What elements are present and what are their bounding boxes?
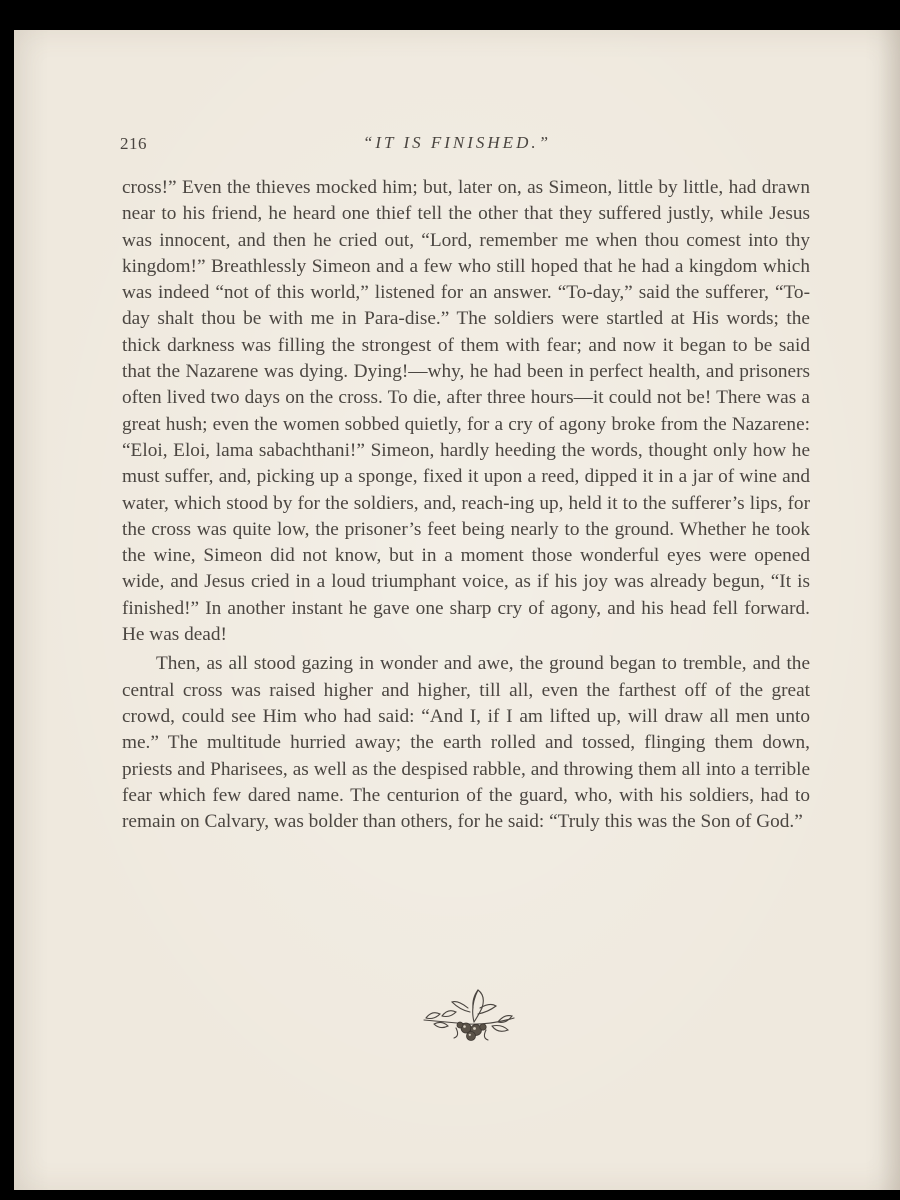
page-number: 216 — [120, 134, 147, 153]
floral-sprig-icon — [416, 978, 520, 1050]
page-edge-shadow — [878, 30, 900, 1190]
running-head: “IT IS FINISHED.” — [362, 133, 552, 152]
body-text — [122, 175, 810, 835]
paragraph-1: cross!” Even the thieves mocked him; but, later on, as Simeon, little by little, had drawn near to his friend, he heard one thief tell the other that they suffered justly, while Jesus was innocent, and then he cried out, “Lord, remember me when thou comest into thy kingdom!” Breathlessly Simeon and a few who still hoped that he had a kingdom which was indeed “not of this world,” listened for an answer. “To-day,” said the sufferer, “To-day shalt thou be with me in Para-dise.” The soldiers were startled at His words; the thick darkness was filling the strongest of them with fear; and now it began to be said that the Nazarene was dying. Dying!—why, he had been in perfect health, and prisoners often lived two days on the cross. To die, after three hours—it could not be! There was a great hush; even the women sobbed quietly, for a cry of agony broke from the Nazarene: “Eloi, Eloi, lama sabachthani!” Simeon, hardly heeding the words, thought only how he must suffer, and, picking up a sponge, fixed it upon a reed, dipped it in a jar of wine and water, which stood by for the soldiers, and, reach-ing up, held it to the sufferer’s lips, for the cross was quite low, the prisoner’s feet being nearly to the ground. Whether he took the wine, Simeon did not know, but in a moment those wonderful eyes were opened wide, and Jesus cried in a loud triumphant voice, as if his joy was already begun, “It is finished!” In another instant he gave one sharp cry of agony, and his head fell forward. He was dead! — [122, 177, 810, 646]
paragraph-2: Then, as all stood gazing in wonder and awe, the ground began to tremble, and the central cross was raised higher and higher, till all, even the farthest off of the great crowd, could see Him who had said: “And I, if I am lifted up, will draw all men unto me.” The multitude hurried away; the earth rolled and tossed, flinging them down, priests and Pharisees, as well as the despised rabble, and throwing them all into a terrible fear which few dared name. The centurion of the guard, who, with his soldiers, had to remain on Calvary, was bolder than others, for he said: “Truly this was the Son of God.” — [122, 653, 810, 833]
book-page — [14, 30, 900, 1190]
